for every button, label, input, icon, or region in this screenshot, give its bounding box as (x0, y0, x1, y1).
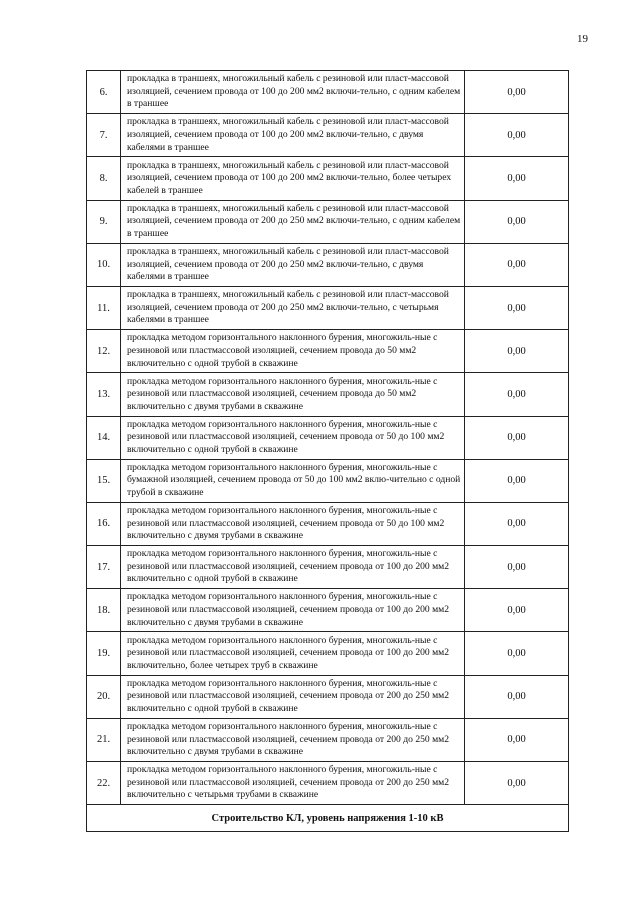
row-number: 18. (87, 589, 121, 632)
row-value: 0,00 (465, 632, 569, 675)
table-row (87, 286, 569, 329)
row-value: 0,00 (465, 114, 569, 157)
row-description: прокладка методом горизонтального наклонного бурения, многожиль-ные с резиновой или пластмассовой изоляцией, сечением провода от 200 до 250 мм2 включительно с одной трубой в скважине (121, 675, 465, 718)
rates-table (86, 70, 569, 832)
row-value: 0,00 (465, 459, 569, 502)
row-value: 0,00 (465, 416, 569, 459)
row-number: 10. (87, 243, 121, 286)
row-number: 19. (87, 632, 121, 675)
row-value: 0,00 (465, 286, 569, 329)
table-row (87, 330, 569, 373)
row-value: 0,00 (465, 589, 569, 632)
table-row (87, 200, 569, 243)
page-number: 19 (577, 33, 588, 45)
table-row (87, 632, 569, 675)
row-value: 0,00 (465, 546, 569, 589)
row-description: прокладка в траншеях, многожильный кабель с резиновой или пласт-массовой изоляцией, сечением провода от 200 до 250 мм2 включи-тельно, с одним кабелем в траншее (121, 200, 465, 243)
table-row (87, 114, 569, 157)
row-description: прокладка методом горизонтального наклонного бурения, многожиль-ные с резиновой или пластмассовой изоляцией, сечением провода от 50 до 100 мм2 включительно с двумя трубами в скважине (121, 502, 465, 545)
row-value: 0,00 (465, 157, 569, 200)
row-number: 15. (87, 459, 121, 502)
row-number: 8. (87, 157, 121, 200)
row-value: 0,00 (465, 243, 569, 286)
row-number: 16. (87, 502, 121, 545)
row-description: прокладка методом горизонтального наклонного бурения, многожиль-ные с резиновой или пластмассовой изоляцией, сечением провода от 50 до 100 мм2 включительно с одной трубой в скважине (121, 416, 465, 459)
row-number: 21. (87, 718, 121, 761)
table-row (87, 718, 569, 761)
row-number: 13. (87, 373, 121, 416)
row-number: 22. (87, 762, 121, 805)
row-description: прокладка в траншеях, многожильный кабель с резиновой или пласт-массовой изоляцией, сечением провода от 100 до 200 мм2 включи-тельно, с одним кабелем в траншее (121, 71, 465, 114)
row-description: прокладка методом горизонтального наклонного бурения, многожиль-ные с резиновой или пластмассовой изоляцией, сечением провода от 100 до 200 мм2 включительно с двумя трубами в скважине (121, 589, 465, 632)
row-number: 11. (87, 286, 121, 329)
table-row (87, 243, 569, 286)
row-number: 17. (87, 546, 121, 589)
row-description: прокладка методом горизонтального наклонного бурения, многожиль-ные с резиновой или пластмассовой изоляцией, сечением провода до 50 мм2 включительно с двумя трубами в скважине (121, 373, 465, 416)
row-value: 0,00 (465, 373, 569, 416)
row-description: прокладка в траншеях, многожильный кабель с резиновой или пласт-массовой изоляцией, сечением провода от 200 до 250 мм2 включи-тельно, с четырьмя кабелями в траншее (121, 286, 465, 329)
row-value: 0,00 (465, 675, 569, 718)
row-number: 14. (87, 416, 121, 459)
row-number: 9. (87, 200, 121, 243)
section-header-row (87, 805, 569, 832)
row-description: прокладка методом горизонтального наклонного бурения, многожиль-ные с резиновой или пластмассовой изоляцией, сечением провода от 100 до 200 мм2 включительно с одной трубой в скважине (121, 546, 465, 589)
row-number: 20. (87, 675, 121, 718)
row-value: 0,00 (465, 762, 569, 805)
row-number: 12. (87, 330, 121, 373)
table-row (87, 459, 569, 502)
table-row (87, 675, 569, 718)
row-value: 0,00 (465, 718, 569, 761)
table-row (87, 762, 569, 805)
row-number: 6. (87, 71, 121, 114)
row-number: 7. (87, 114, 121, 157)
row-description: прокладка в траншеях, многожильный кабель с резиновой или пласт-массовой изоляцией, сечением провода от 100 до 200 мм2 включи-тельно, с двумя кабелями в траншее (121, 114, 465, 157)
row-value: 0,00 (465, 200, 569, 243)
table-row (87, 546, 569, 589)
table-row (87, 71, 569, 114)
row-value: 0,00 (465, 71, 569, 114)
section-title: Строительство КЛ, уровень напряжения 1-10 кВ (87, 805, 569, 832)
row-value: 0,00 (465, 330, 569, 373)
row-description: прокладка в траншеях, многожильный кабель с резиновой или пласт-массовой изоляцией, сечением провода от 100 до 200 мм2 включи-тельно, более четырех кабелей в траншее (121, 157, 465, 200)
table-row (87, 502, 569, 545)
row-description: прокладка методом горизонтального наклонного бурения, многожиль-ные с резиновой или пластмассовой изоляцией, сечением провода от 200 до 250 мм2 включительно с двумя трубами в скважине (121, 718, 465, 761)
table-row (87, 589, 569, 632)
row-description: прокладка в траншеях, многожильный кабель с резиновой или пласт-массовой изоляцией, сечением провода от 200 до 250 мм2 включи-тельно, с двумя кабелями в траншее (121, 243, 465, 286)
table-row (87, 416, 569, 459)
row-value: 0,00 (465, 502, 569, 545)
row-description: прокладка методом горизонтального наклонного бурения, многожиль-ные с резиновой или пластмассовой изоляцией, сечением провода от 200 до 250 мм2 включительно с четырьмя трубами в скважине (121, 762, 465, 805)
row-description: прокладка методом горизонтального наклонного бурения, многожиль-ные с резиновой или пластмассовой изоляцией, сечением провода от 100 до 200 мм2 включительно, более четырех труб в скважине (121, 632, 465, 675)
row-description: прокладка методом горизонтального наклонного бурения, многожиль-ные с бумажной изоляцией, сечением провода от 50 до 100 мм2 вклю-чительно с одной трубой в скважине (121, 459, 465, 502)
row-description: прокладка методом горизонтального наклонного бурения, многожиль-ные с резиновой или пластмассовой изоляцией, сечением провода до 50 мм2 включительно с одной трубой в скважине (121, 330, 465, 373)
table-row (87, 157, 569, 200)
table-row (87, 373, 569, 416)
